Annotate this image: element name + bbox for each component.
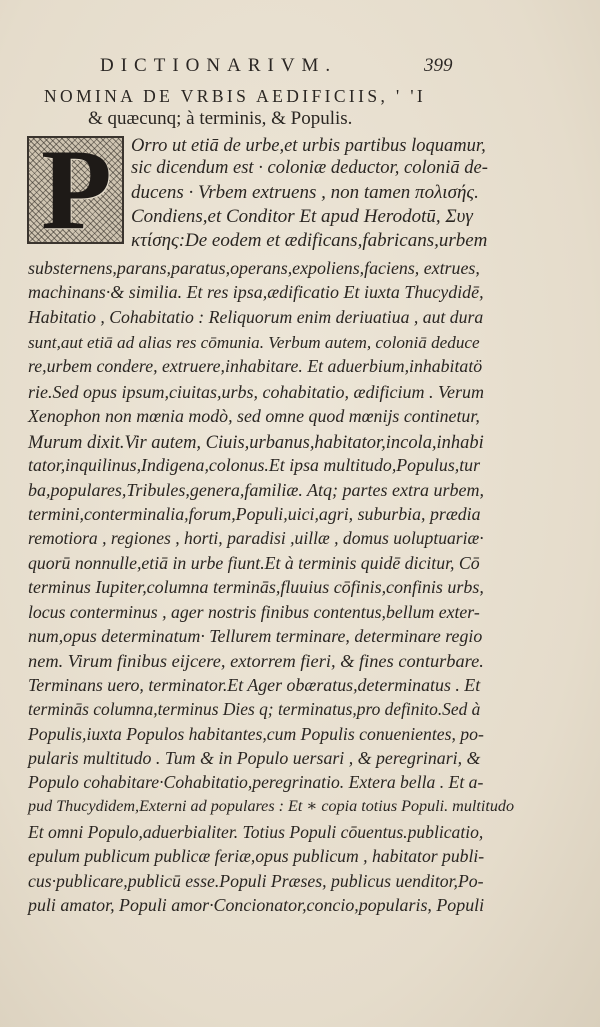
text-line: Habitatio , Cohabitatio : Reliquorum enim deriuatiua , aut dura (28, 307, 484, 327)
section-heading-line1: NOMINA DE VRBIS AEDIFICIIS, ' 'I (44, 86, 427, 106)
decorated-initial (27, 136, 124, 244)
text-line: terminus Iupiter,columna terminās,fluuius cōfinis,confinis urbs, (28, 577, 484, 597)
page-number: 399 (424, 55, 453, 76)
text-line: κτίσης:De eodem et ædificans,fabricans,urbem (131, 230, 488, 251)
text-line: ba,populares,Tribules,genera,familiæ. Atq; partes extra urbem, (28, 480, 484, 500)
text-line: sunt,aut etiā ad alias res cōmunia. Verbum autem, coloniā deduce (28, 333, 480, 352)
text-line: substernens,parans,paratus,operans,expoliens,faciens, extrues, (28, 258, 480, 278)
text-line: Terminans uero, terminator.Et Ager obæratus,determinatus . Et (28, 675, 481, 695)
text-line: Populis,iuxta Populos habitantes,cum Populis conuenientes, po- (28, 724, 484, 744)
text-line: Murum dixit.Vir autem, Ciuis,urbanus,habitator,incola,inhabi (28, 432, 484, 452)
text-line: ducens · Vrbem extruens , non tamen πολισής. (131, 182, 479, 203)
text-line: sic dicendum est · coloniæ deductor, coloniā de- (131, 157, 488, 178)
text-line: quorū nonnulle,etiā in urbe fiunt.Et à terminis quidē dicitur, Cō (28, 553, 480, 573)
text-line: rie.Sed opus ipsum,ciuitas,urbs, cohabitatio, ædificium . Verum (28, 382, 484, 402)
text-line: terminās columna,terminus Dies q; terminatus,pro definito.Sed à (28, 699, 481, 719)
text-line: termini,conterminalia,forum,Populi,uici,agri, suburbia, prædia (28, 504, 481, 524)
text-line: pularis multitudo . Tum & in Populo uersari , & peregrinari, & (28, 748, 481, 768)
text-line: num,opus determinatum· Tellurem terminare, determinare regio (28, 626, 483, 646)
text-line: cus·publicare,publicū esse.Populi Præses, publicus uenditor,Po- (28, 871, 484, 891)
initial-letter: P (41, 136, 112, 244)
text-line: epulum publicum publicæ feriæ,opus publicum , habitator publi- (28, 846, 485, 866)
text-line: machinans·& similia. Et res ipsa,ædificatio Et iuxta Thucydidē, (28, 282, 484, 302)
text-line: remotiora , regiones , horti, paradisi ,uillæ , domus uoluptuariæ· (28, 528, 484, 548)
text-line: pud Thucydidem,Externi ad populares : Et ∗ copia totius Populi. multitudo (28, 798, 515, 815)
text-line: re,urbem condere, extruere,inhabitare. Et aduerbium,inhabitatö (28, 356, 483, 376)
text-line: Xenophon non mœnia modò, sed omne quod mœnijs continetur, (28, 406, 480, 426)
running-head: DICTIONARIVM. (100, 55, 338, 76)
section-heading-line2: & quæcunq; à terminis, & Populis. (88, 108, 353, 129)
text-line: nem. Virum finibus eijcere, extorrem fieri, & fines conturbare. (28, 651, 484, 671)
text-line: locus conterminus , ager nostris finibus contentus,bellum exter- (28, 602, 480, 622)
text-line: Et omni Populo,aduerbialiter. Totius Populi cōuentus.publicatio, (28, 822, 484, 842)
text-line: tator,inquilinus,Indigena,colonus.Et ipsa multitudo,Populus,tur (28, 455, 481, 475)
text-line: Condiens,et Conditor Et apud Herodotū, Συγ (131, 206, 473, 227)
text-line: puli amator, Populi amor·Concionator,concio,popularis, Populi (28, 895, 485, 915)
text-line: Populo cohabitare·Cohabitatio,peregrinatio. Extera bella . Et a- (28, 772, 484, 792)
text-line: Orro ut etiā de urbe,et urbis partibus loquamur, (131, 135, 486, 156)
